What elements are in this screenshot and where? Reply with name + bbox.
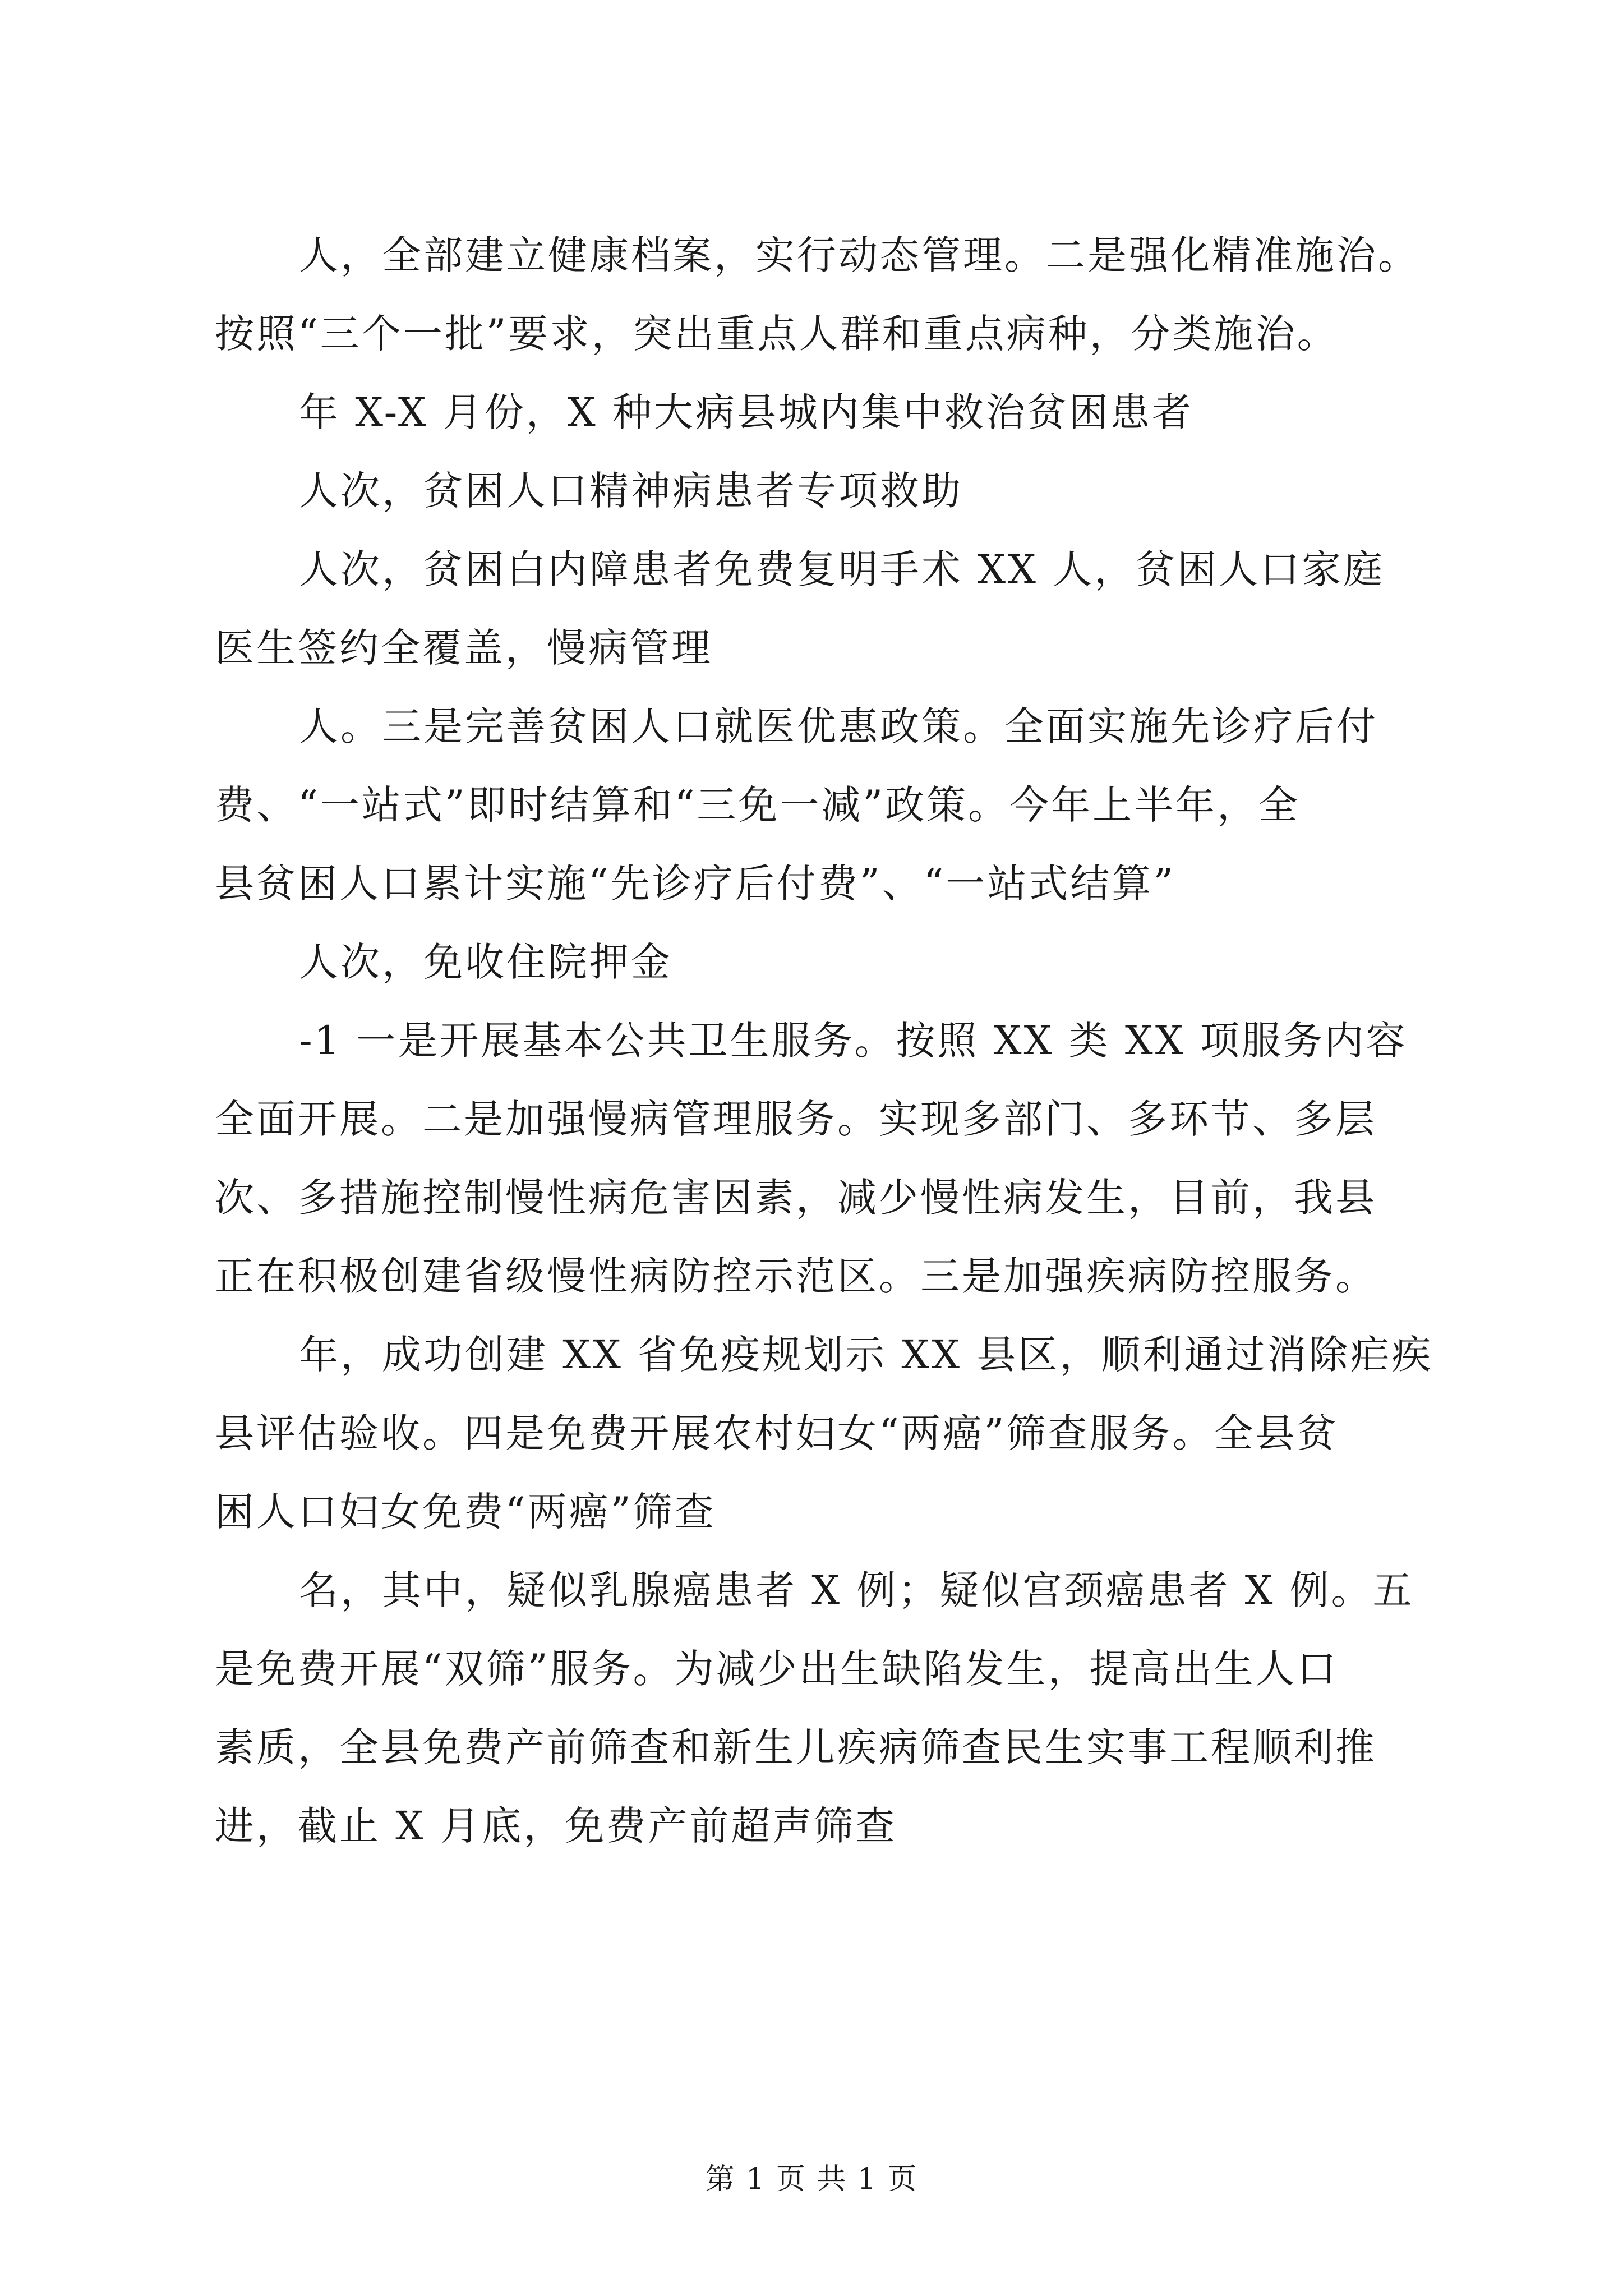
text-line: 是免费开展“双筛”服务。为减少出生缺陷发生，提高出生人口: [215, 1646, 1339, 1692]
text-line: 素质，全县免费产前筛查和新生儿疾病筛查民生实事工程顺利推: [215, 1724, 1377, 1770]
text-line: 医生签约全覆盖，慢病管理: [215, 625, 713, 671]
text-line: 进，截止 X 月底，免费产前超声筛查: [215, 1803, 897, 1849]
text-line: 正在积极创建省级慢性病防控示范区。三是加强疾病防控服务。: [215, 1253, 1377, 1299]
text-line: 县贫困人口累计实施“先诊疗后付费”、“一站式结算”: [215, 861, 1176, 907]
text-line: 人次，免收住院押金: [299, 939, 672, 985]
text-line: 费、“一站式”即时结算和“三免一减”政策。今年上半年，全: [215, 782, 1301, 828]
page-footer: 第 1 页 共 1 页: [705, 2162, 918, 2196]
text-line: 困人口妇女免费“两癌”筛查: [215, 1489, 716, 1535]
text-line: 次、多措施控制慢性病危害因素，减少慢性病发生，目前，我县: [215, 1175, 1377, 1221]
text-line: 人。三是完善贫困人口就医优惠政策。全面实施先诊疗后付: [299, 703, 1378, 749]
text-line: 年 X-X 月份，X 种大病县城内集中救治贫困患者: [299, 389, 1193, 435]
text-line: 全面开展。二是加强慢病管理服务。实现多部门、多环节、多层: [215, 1096, 1377, 1142]
text-line: 县评估验收。四是免费开展农村妇女“两癌”筛查服务。全县贫: [215, 1410, 1339, 1456]
text-line: 人，全部建立健康档案，实行动态管理。二是强化精准施治。: [299, 232, 1419, 278]
text-line: 人次，贫困人口精神病患者专项救助: [299, 468, 963, 514]
text-line: 按照“三个一批”要求，突出重点人群和重点病种，分类施治。: [215, 311, 1339, 357]
text-line: 年，成功创建 XX 省免疫规划示 XX 县区，顺利通过消除疟疾: [299, 1332, 1433, 1378]
text-line: -1 一是开展基本公共卫生服务。按照 XX 类 XX 项服务内容: [299, 1018, 1408, 1064]
text-line: 名，其中，疑似乳腺癌患者 X 例；疑似宫颈癌患者 X 例。五: [299, 1567, 1414, 1613]
text-line: 人次，贫困白内障患者免费复明手术 XX 人，贫困人口家庭: [299, 546, 1385, 592]
